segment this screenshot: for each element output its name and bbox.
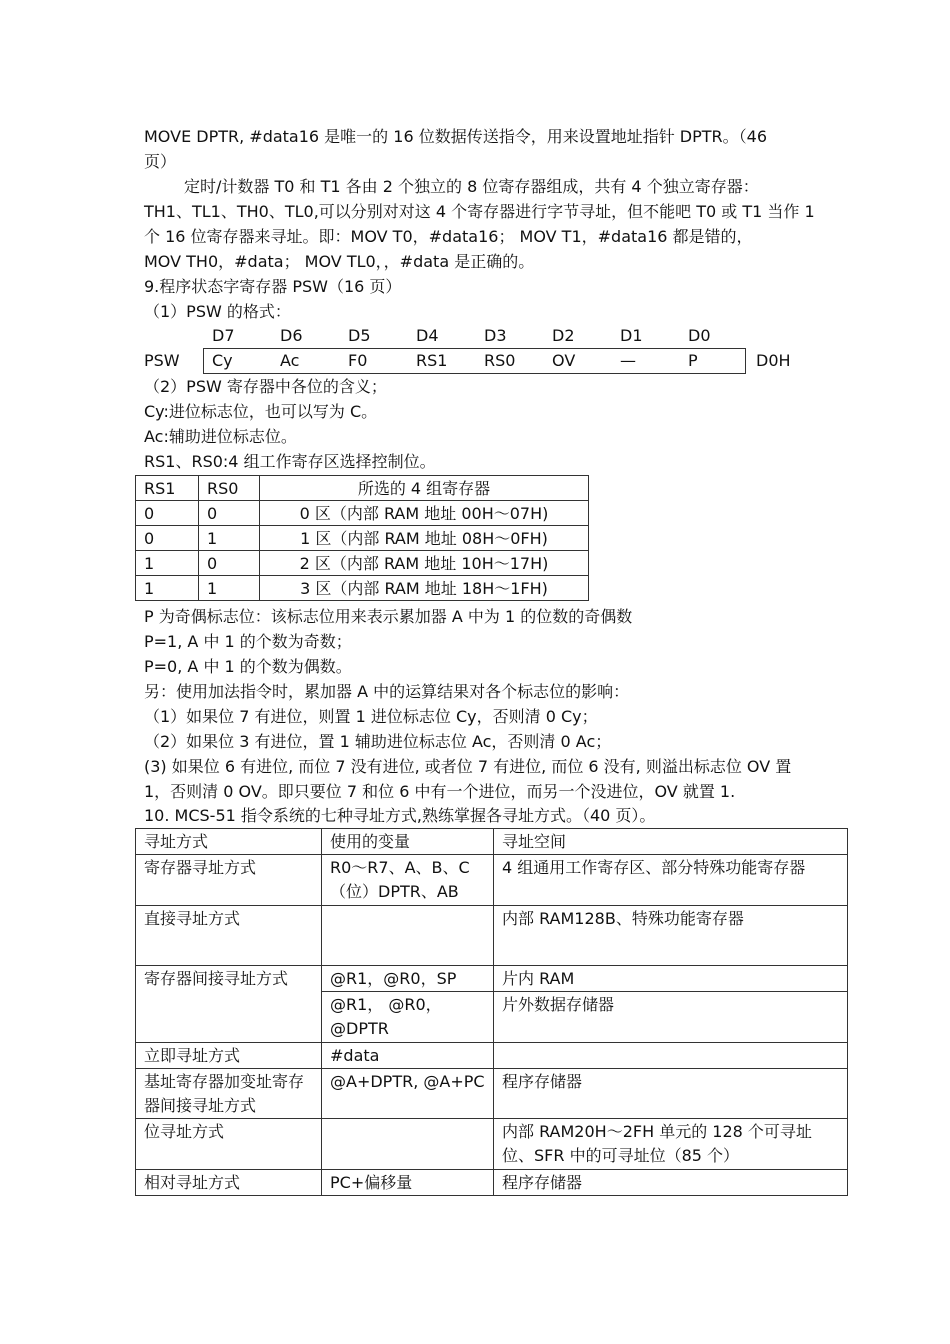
psw-label: PSW xyxy=(144,351,180,370)
table-cell: 基址寄存器加变址寄存器间接寻址方式 xyxy=(136,1069,322,1119)
table-header-cell: 寻址空间 xyxy=(494,829,848,855)
subheading: （1）PSW 的格式： xyxy=(144,302,291,321)
table-cell: R0～R7、A、B、C（位）DPTR、AB xyxy=(322,855,494,906)
section-heading: 10. MCS-51 指令系统的七种寻址方式,熟练掌握各寻址方式。（40 页）。 xyxy=(144,806,656,825)
table-row xyxy=(136,855,848,906)
table-cell: 立即寻址方式 xyxy=(136,1043,322,1069)
flag-label: — xyxy=(620,351,636,370)
bit-label: D4 xyxy=(416,326,439,345)
table-row xyxy=(136,551,589,576)
psw-address: D0H xyxy=(756,351,791,370)
table-cell: PC+偏移量 xyxy=(322,1170,494,1196)
table-cell xyxy=(322,906,494,966)
table-cell: 3 区（内部 RAM 地址 18H～1FH) xyxy=(260,576,589,601)
table-cell: 片外数据存储器 xyxy=(494,992,848,1043)
flag-label: Ac xyxy=(280,351,300,370)
text-line: P=1, A 中 1 的个数为奇数； xyxy=(144,632,352,651)
table-cell: 直接寻址方式 xyxy=(136,906,322,966)
table-cell: 位寻址方式 xyxy=(136,1119,322,1170)
text-line: 定时/计数器 T0 和 T1 各由 2 个独立的 8 位寄存器组成，共有 4 个独立寄存器： xyxy=(184,177,759,196)
bit-label: D0 xyxy=(688,326,711,345)
table-cell: 1 xyxy=(199,526,260,551)
table-row xyxy=(136,1069,848,1119)
section-heading: 9.程序状态字寄存器 PSW（16 页） xyxy=(144,277,402,296)
text-line: MOVE DPTR, #data16 是唯一的 16 位数据传送指令，用来设置地址指针 DPTR。（46 xyxy=(144,127,768,146)
table-cell: 0 xyxy=(199,551,260,576)
table-cell: @A+DPTR, @A+PC xyxy=(322,1069,494,1119)
text-line: 另：使用加法指令时，累加器 A 中的运算结果对各个标志位的影响： xyxy=(144,682,630,701)
table-cell: 相对寻址方式 xyxy=(136,1170,322,1196)
bit-label: D2 xyxy=(552,326,575,345)
text-line: (3) 如果位 6 有进位, 而位 7 没有进位, 或者位 7 有进位, 而位 6 没有, 则溢出标志位 OV 置 xyxy=(144,757,792,776)
table-header-cell: 使用的变量 xyxy=(322,829,494,855)
text-line: 页） xyxy=(144,152,177,171)
psw-bit-header xyxy=(212,326,752,346)
text-line: 1，否则清 0 OV。即只要位 7 和位 6 中有一个进位，而另一个没进位，OV 就置 1. xyxy=(144,782,736,801)
text-line: P 为奇偶标志位：该标志位用来表示累加器 A 中为 1 的位数的奇偶数 xyxy=(144,607,633,626)
table-cell: 片内 RAM xyxy=(494,966,848,992)
table-row xyxy=(136,526,589,551)
table-cell: 1 xyxy=(199,576,260,601)
table-cell: @R1，@R0，SP xyxy=(322,966,494,992)
table-cell xyxy=(322,1119,494,1170)
flag-label: F0 xyxy=(348,351,368,370)
table-cell: 0 区（内部 RAM 地址 00H～07H) xyxy=(260,501,589,526)
flag-label: OV xyxy=(552,351,576,370)
text-line: MOV TH0，#data； MOV TL0，，#data 是正确的。 xyxy=(144,252,535,271)
text-line: TH1、TL1、TH0、TL0,可以分别对对这 4 个寄存器进行字节寻址，但不能吧 T0 或 T1 当作 1 xyxy=(144,202,815,221)
bit-label: D1 xyxy=(620,326,643,345)
table-header-cell: 所选的 4 组寄存器 xyxy=(260,476,589,501)
table-cell: 1 区（内部 RAM 地址 08H～0FH) xyxy=(260,526,589,551)
table-cell: 0 xyxy=(199,501,260,526)
bit-label: D5 xyxy=(348,326,371,345)
subheading: （2）PSW 寄存器中各位的含义； xyxy=(144,377,387,396)
bit-label: D6 xyxy=(280,326,303,345)
table-cell xyxy=(494,1043,848,1069)
table-cell: 0 xyxy=(136,501,199,526)
table-cell: #data xyxy=(322,1043,494,1069)
text-line: RS1、RS0:4 组工作寄存区选择控制位。 xyxy=(144,452,436,471)
table-header-cell: RS1 xyxy=(136,476,199,501)
table-cell: 寄存器寻址方式 xyxy=(136,855,322,906)
table-cell: 程序存储器 xyxy=(494,1170,848,1196)
text-line: （1）如果位 7 有进位，则置 1 进位标志位 Cy，否则清 0 Cy； xyxy=(144,707,598,726)
text-line: （2）如果位 3 有进位，置 1 辅助进位标志位 Ac，否则清 0 Ac； xyxy=(144,732,612,751)
flag-label: RS1 xyxy=(416,351,448,370)
text-line: P=0, A 中 1 的个数为偶数。 xyxy=(144,657,352,676)
table-row xyxy=(136,1119,848,1170)
table-cell: 0 xyxy=(136,526,199,551)
table-row xyxy=(136,906,848,966)
text-line: Cy:进位标志位，也可以写为 C。 xyxy=(144,402,378,421)
table-cell: 1 xyxy=(136,576,199,601)
table-cell: 寄存器间接寻址方式 xyxy=(136,966,322,1043)
table-row xyxy=(136,576,589,601)
table-cell: 程序存储器 xyxy=(494,1069,848,1119)
flag-label: Cy xyxy=(212,351,233,370)
table-cell: 4 组通用工作寄存区、部分特殊功能寄存器 xyxy=(494,855,848,906)
text-line: Ac:辅助进位标志位。 xyxy=(144,427,297,446)
table-header-row xyxy=(136,476,589,501)
bit-label: D3 xyxy=(484,326,507,345)
table-header-row xyxy=(136,829,848,855)
table-row xyxy=(136,501,589,526)
table-cell: 内部 RAM20H～2FH 单元的 128 个可寻址位、SFR 中的可寻址位（85 个） xyxy=(494,1119,848,1170)
table-header-cell: RS0 xyxy=(199,476,260,501)
table-header-cell: 寻址方式 xyxy=(136,829,322,855)
table-cell: @R1， @R0， @DPTR xyxy=(322,992,494,1043)
table-row xyxy=(136,966,848,992)
flag-label: RS0 xyxy=(484,351,516,370)
table-cell: 1 xyxy=(136,551,199,576)
table-cell: 内部 RAM128B、特殊功能寄存器 xyxy=(494,906,848,966)
table-row xyxy=(136,1170,848,1196)
flag-label: P xyxy=(688,351,698,370)
bit-label: D7 xyxy=(212,326,235,345)
table-cell: 2 区（内部 RAM 地址 10H～17H) xyxy=(260,551,589,576)
psw-flag-row xyxy=(212,351,752,371)
register-bank-table xyxy=(135,475,589,601)
addressing-mode-table xyxy=(135,828,848,1196)
text-line: 个 16 位寄存器来寻址。即：MOV T0，#data16； MOV T1，#data16 都是错的， xyxy=(144,227,753,246)
table-row xyxy=(136,1043,848,1069)
